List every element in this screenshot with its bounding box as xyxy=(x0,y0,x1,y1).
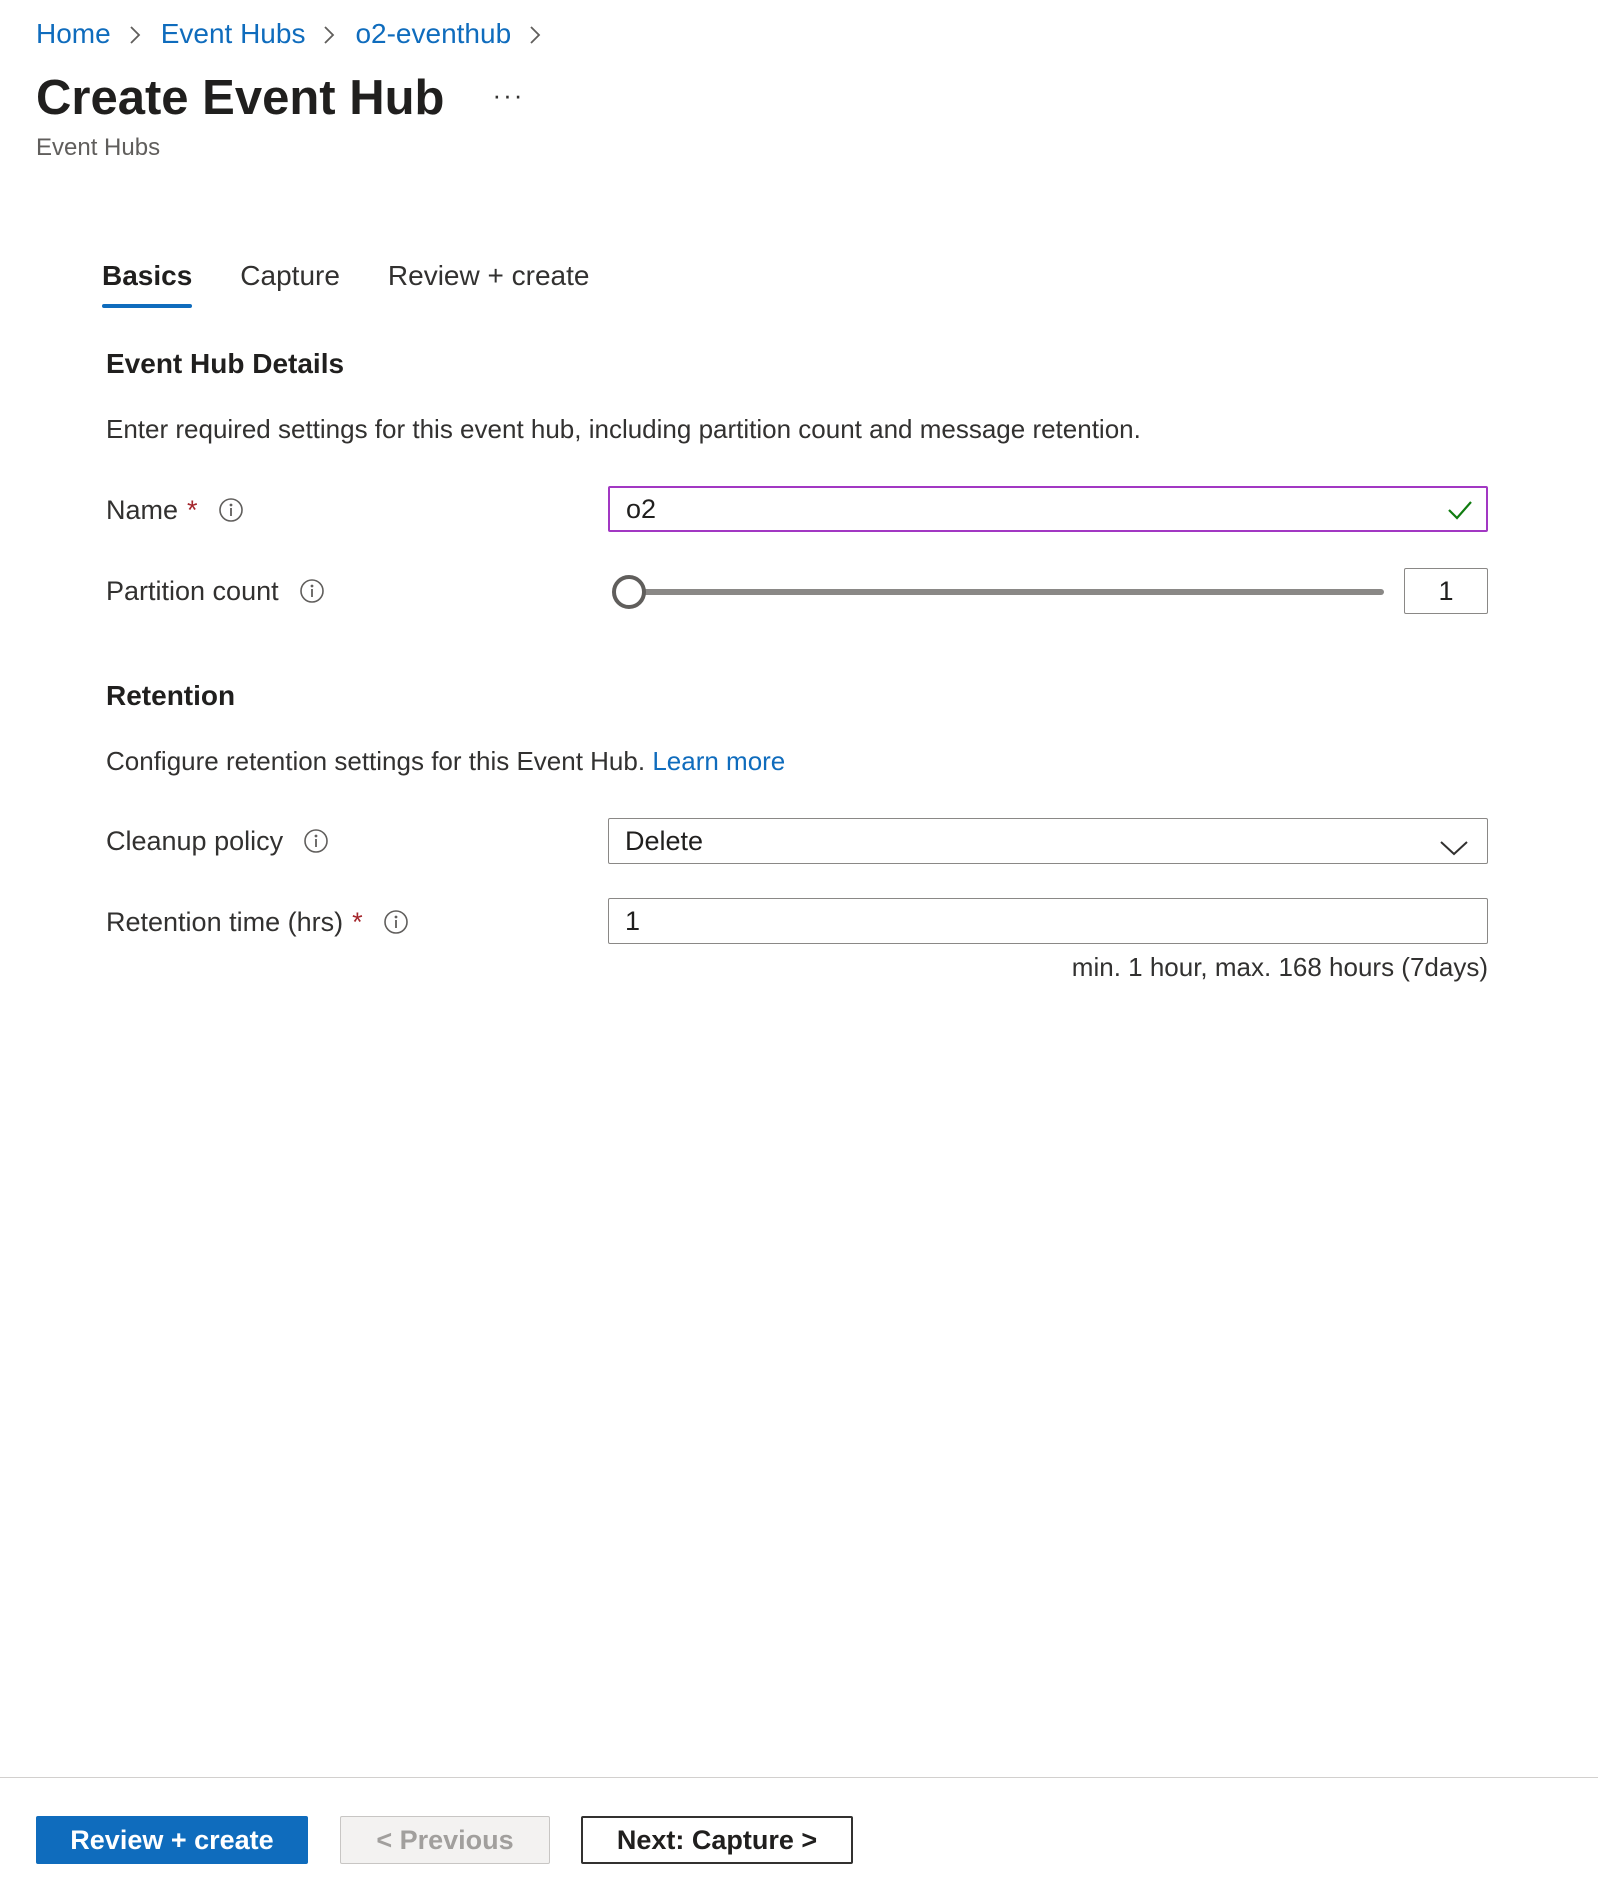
retention-time-label-group xyxy=(106,899,409,945)
retention-time-hint: min. 1 hour, max. 168 hours (7days) xyxy=(1071,952,1488,982)
section-heading-retention: Retention xyxy=(106,680,236,711)
info-icon[interactable] xyxy=(303,828,329,854)
chevron-right-icon xyxy=(305,14,355,54)
section-description-details: Enter required settings for this event hub, including partition count and message retention. xyxy=(106,414,1141,444)
tab-bar xyxy=(102,260,637,308)
retention-description-text: Configure retention settings for this Event Hub. xyxy=(106,746,646,776)
next-capture-button[interactable]: Next: Capture > xyxy=(581,1816,853,1864)
chevron-right-icon xyxy=(111,14,161,54)
previous-button[interactable]: < Previous xyxy=(340,1816,550,1864)
breadcrumb-event-hubs[interactable]: Event Hubs xyxy=(160,18,306,49)
breadcrumb xyxy=(36,14,561,54)
name-label: Name xyxy=(106,494,179,525)
chevron-down-icon xyxy=(1439,833,1469,864)
partition-count-label-group xyxy=(106,568,325,614)
slider-track xyxy=(630,589,1384,595)
page-title: Create Event Hub xyxy=(36,71,445,125)
required-marker: * xyxy=(187,494,198,525)
retention-time-label: Retention time (hrs) xyxy=(106,906,344,937)
review-create-button[interactable]: Review + create xyxy=(36,1816,308,1864)
slider-thumb[interactable] xyxy=(612,575,646,609)
breadcrumb-o2-eventhub[interactable]: o2-eventhub xyxy=(355,18,512,49)
learn-more-link[interactable]: Learn more xyxy=(652,746,786,776)
partition-count-label: Partition count xyxy=(106,575,279,606)
breadcrumb-home[interactable]: Home xyxy=(36,18,111,49)
page-subtitle: Event Hubs xyxy=(36,134,161,161)
checkmark-icon xyxy=(1446,498,1474,529)
more-options-button[interactable]: ··· xyxy=(492,79,525,110)
section-description-retention xyxy=(106,746,785,777)
info-icon[interactable] xyxy=(218,497,244,523)
chevron-right-icon xyxy=(511,14,561,54)
name-label-group xyxy=(106,487,244,533)
footer-divider xyxy=(0,1777,1598,1778)
name-input-value: o2 xyxy=(626,493,657,524)
retention-time-value: 1 xyxy=(625,905,641,936)
info-icon[interactable] xyxy=(299,578,325,604)
cleanup-policy-dropdown[interactable] xyxy=(608,818,1488,864)
cleanup-policy-label: Cleanup policy xyxy=(106,825,284,856)
cleanup-policy-selected: Delete xyxy=(625,825,704,856)
cleanup-policy-label-group xyxy=(106,818,329,864)
title-row xyxy=(36,70,524,126)
tab-basics[interactable]: Basics xyxy=(102,260,192,308)
retention-time-input[interactable] xyxy=(608,898,1488,944)
section-heading-details: Event Hub Details xyxy=(106,348,345,379)
partition-count-slider[interactable] xyxy=(612,574,1384,610)
tab-capture[interactable]: Capture xyxy=(240,260,340,291)
info-icon[interactable] xyxy=(383,909,409,935)
required-marker: * xyxy=(352,906,363,937)
partition-count-value-input[interactable]: 1 xyxy=(1404,568,1488,614)
tab-review-create[interactable]: Review + create xyxy=(387,260,590,291)
name-input[interactable] xyxy=(608,486,1488,532)
